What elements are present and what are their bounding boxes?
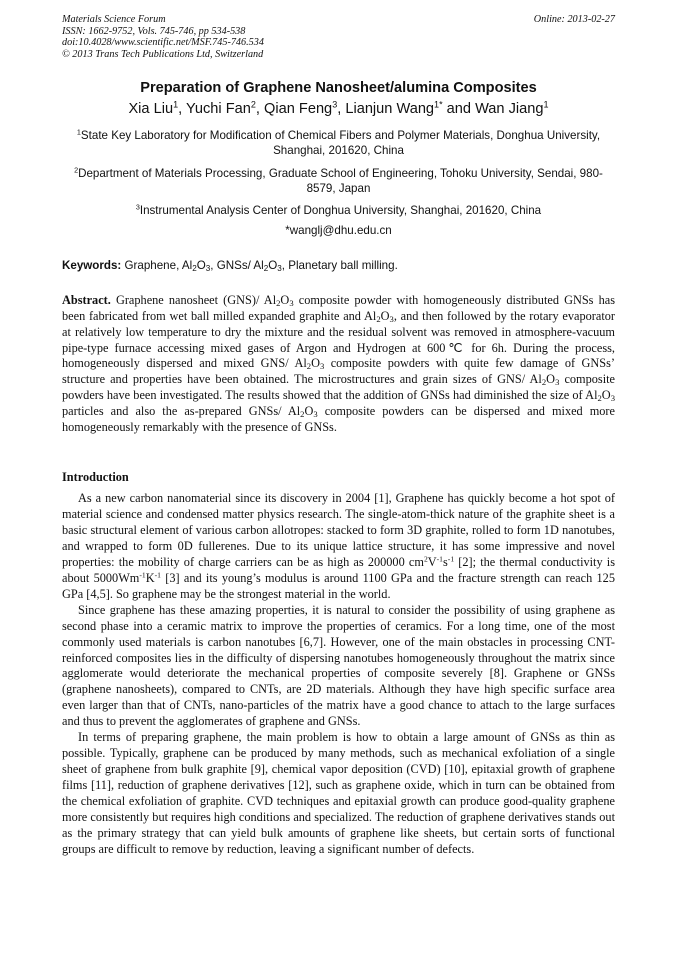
corresponding-email: *wanglj@dhu.edu.cn [285,224,392,237]
author-name: Xia Liu [128,101,174,117]
subscript: 2 [263,264,269,274]
author-affiliation-mark: 1* [434,99,443,110]
superscript: -1 [447,554,455,564]
abstract-text: composite powders have been investigated. The results showed that the addition of GNSs had diminished the size of Al [62,372,615,403]
affiliation-text: Department of Materials Processing, Graduate School of Engineering, Tohoku University, Sendai, 980-8579, Japan [78,167,603,195]
abstract-text: , and then followed by the rotary evaporator at relatively low temperature to dry the mixture and the residual solvent was removed in atmosphere-vacuum pipe-type furnace accessing mixed gases of Argon and Hydrogen at 600℃ for 6h. During the process, homogeneously dispersed and mixed GNS/ Al [62,308,615,371]
subscript: 3 [389,313,394,324]
abstract-text: composite powders can be dispersed and mixed more homogeneously remarkably with the presence of GNSs. [62,403,615,434]
abstract [62,293,615,436]
keywords-text: O [196,259,206,272]
introduction-body [62,491,615,858]
paragraph: In terms of preparing graphene, the main problem is how to obtain a large amount of GNSs as thin as possible. Typically, graphene can be produced by many methods, such as mechanical exfoliation of a single sheet of graphene from bulk graphite [9], chemical vapor deposition (CVD) [10], epitaxial growth of graphene films [11], reduction of graphene derivatives [12], such as graphene oxide, which in turn can be obtained from the chemical exfoliation of graphite. CVD techniques and epitaxial growth can produce good-quality graphene more consistently but requires high conditions and specialized. The reduction of graphene derivatives stands out as the primary strategy that can yield bulk amounts of graphene like sheets, but certain sorts of functional groups are difficult to remove by reduction, leaving a significant number of defects. [62,730,615,856]
author-separator: and [442,101,476,117]
abstract-text: O [280,293,290,307]
keywords [62,259,615,272]
abstract-text: O [380,308,390,323]
abstract-label: Abstract. [62,293,111,307]
superscript: 2 [423,554,428,564]
subscript: 2 [276,298,281,309]
affiliation-1 [62,128,615,158]
keywords-text: , Planetary ball milling. [281,259,398,272]
abstract-text: Graphene nanosheet (GNS)/ Al [110,293,277,307]
subscript: 3 [205,264,211,274]
superscript: -1 [436,554,443,564]
author-affiliation-mark: 2 [250,99,256,110]
author-affiliation-mark: 1 [173,99,179,110]
subscript: 2 [376,313,381,324]
author-separator: , [255,101,265,117]
subscript: 2 [541,377,547,388]
author-name: Lianjun Wang [345,101,435,117]
superscript: -1 [154,570,161,580]
author-list [62,101,615,117]
affiliation-text: State Key Laboratory for Modification of Chemical Fibers and Polymer Materials, Donghua University, Shanghai, 201620, China [80,129,601,157]
subscript: 2 [192,264,197,274]
keywords-text: O [268,259,278,272]
journal-issn: ISSN: 1662-9752, Vols. 745-746, pp 534-538 [62,25,246,37]
author-separator: , [337,101,346,117]
paragraph-text: K [145,570,155,585]
subscript: 3 [313,409,318,420]
affiliation-number: 2 [74,165,79,175]
online-date: Online: 2013-02-27 [533,14,615,25]
subscript: 2 [306,361,312,372]
abstract-text: composite powders with quite few damage of GNSs’ structure and properties have been obtained. The microstructures and grain sizes of GNS/ Al [62,356,615,387]
keywords-text: , GNSs/ Al [210,259,264,272]
subscript: 3 [319,361,325,372]
abstract-text: O [546,372,556,387]
journal-name: Materials Science Forum [62,14,166,25]
paper-title: Preparation of Graphene Nanosheet/alumina Composites [140,80,537,96]
keywords-text: Graphene, Al [121,259,193,272]
abstract-text: composite powder with homogeneously distributed GNSs has been fabricated from wet ball milled expanded graphite and Al [62,293,615,323]
section-heading-introduction: Introduction [62,470,129,484]
abstract-text: particles and also the as-prepared GNSs/ Al [62,403,301,418]
affiliation-text: Instrumental Analysis Center of Donghua University, Shanghai, 201620, China [139,204,542,217]
paragraph-text: V [427,554,437,569]
paragraph-text: As a new carbon nanomaterial since its discovery in 2004 [1], Graphene has quickly become a hot spot of material science and condensed matter physics research. The single-atom-thick nature of the graphite sheet is a basic structural element of various carbon allotropes: stacked to form 3D graphite, rolled to form 1D nanotubes, and wrapped to form 0D fullerenes. Due to its unique lattice structure, it has some impressive and novel properties: the mobility of charge carriers can be as high as 200000 cm [62,491,615,569]
journal-copyright: © 2013 Trans Tech Publications Ltd, Switzerland [62,48,264,60]
paragraph: Since graphene has these amazing properties, it is natural to consider the possibility of using graphene as second phase into a ceramic matrix to improve the properties of ceramics. For a long time, one of the most commonly used materials is carbon nanotubes [6,7]. However, one of the main obstacles in processing CNT-reinforced composites lies in the difficulty of dispersing nanotubes homogeneously throughout the matrix since agglomerate would deteriorate the mechanical properties of composite severely [8]. Graphene or GNSs (graphene nanosheets), compared to CNTs, are 2D materials. Although they have high specific surface area even larger than that of CNTs, nano-particles of the matrix have a good chance to attach to the large surfaces and thus to prevent the agglomerates of graphene and GNSs. [62,602,615,729]
affiliation-number: 3 [135,202,140,212]
author-affiliation-mark: 1 [543,99,549,110]
abstract-text: O [311,356,320,371]
paragraph-text: [2]; the thermal conductivity is about 5000Wm [62,554,615,585]
author-separator: , [178,101,186,117]
paragraph-text: [3] and its young’s modulus is around 1100 GPa and the fracture strength can reach 125 GPa [4,5]. So graphene may be the strongest material in the world. [62,570,615,601]
subscript: 3 [277,264,282,274]
subscript: 2 [597,393,602,404]
keywords-label: Keywords: [62,259,122,272]
subscript: 3 [289,298,294,309]
author-affiliation-mark: 3 [332,99,338,110]
journal-header [62,14,615,60]
subscript: 2 [300,409,305,420]
paragraph [62,491,615,603]
affiliation-3 [62,203,615,218]
author-name: Qian Feng [264,101,333,117]
author-name: Wan Jiang [475,101,544,117]
abstract-text: O [601,388,611,403]
subscript: 3 [610,393,615,404]
affiliation-2 [62,166,615,196]
abstract-text: O [304,403,314,418]
superscript: -1 [139,570,146,580]
journal-doi: doi:10.4028/www.scientific.net/MSF.745-746.534 [62,37,264,49]
paragraph-text: s [442,554,448,569]
subscript: 3 [555,377,560,388]
affiliation-number: 1 [76,127,81,137]
author-name: Yuchi Fan [185,101,251,117]
